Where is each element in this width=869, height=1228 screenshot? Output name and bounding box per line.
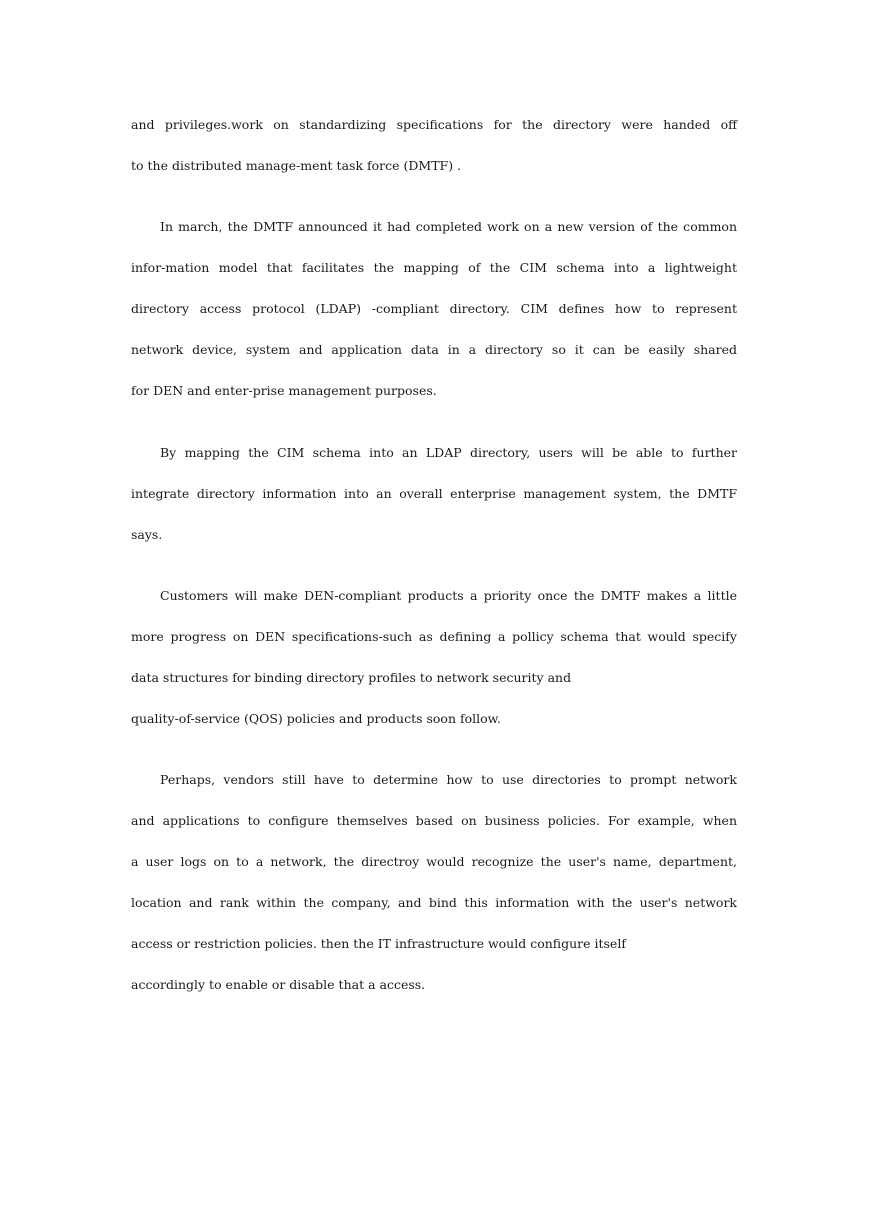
paragraph-4-line-4: quality-of-service (QOS) policies and products soon follow. [131, 711, 501, 726]
paragraph-3-line-3: says. [131, 527, 163, 542]
paragraph-5-line-4: location and rank within the company, and bind this information with the user's network [131, 895, 737, 910]
paragraph-5-line-6: accordingly to enable or disable that a access. [131, 977, 426, 992]
paragraph-1-line-2: to the distributed manage-ment task force (DMTF) . [131, 158, 462, 173]
paragraph-3-line-1: By mapping the CIM schema into an LDAP directory, users will be able to further [160, 445, 737, 460]
paragraph-4-line-3: data structures for binding directory profiles to network security and [131, 670, 572, 685]
paragraph-3-line-2: integrate directory information into an overall enterprise management system, the DMTF [131, 486, 737, 501]
paragraph-1-line-1: and privileges.work on standardizing specifications for the directory were handed off [131, 117, 737, 132]
paragraph-2-line-3: directory access protocol (LDAP) -compliant directory. CIM defines how to represent [131, 301, 737, 316]
paragraph-4-line-2: more progress on DEN specifications-such as defining a pollicy schema that would specify [131, 629, 737, 644]
paragraph-2-line-4: network device, system and application data in a directory so it can be easily shared [131, 342, 737, 357]
paragraph-4-line-1: Customers will make DEN-compliant products a priority once the DMTF makes a little [160, 588, 737, 603]
paragraph-5-line-3: a user logs on to a network, the directroy would recognize the user's name, department, [131, 854, 737, 869]
paragraph-2-line-1: In march, the DMTF announced it had completed work on a new version of the common [160, 219, 737, 234]
paragraph-2-line-2: infor-mation model that facilitates the mapping of the CIM schema into a lightweight [131, 260, 737, 275]
paragraph-5-line-1: Perhaps, vendors still have to determine how to use directories to prompt network [160, 772, 737, 787]
paragraph-5-line-5: access or restriction policies. then the IT infrastructure would configure itself [131, 936, 626, 951]
paragraph-5-line-2: and applications to configure themselves based on business policies. For example, when [131, 813, 737, 828]
paragraph-2-line-5: for DEN and enter-prise management purposes. [131, 383, 437, 398]
